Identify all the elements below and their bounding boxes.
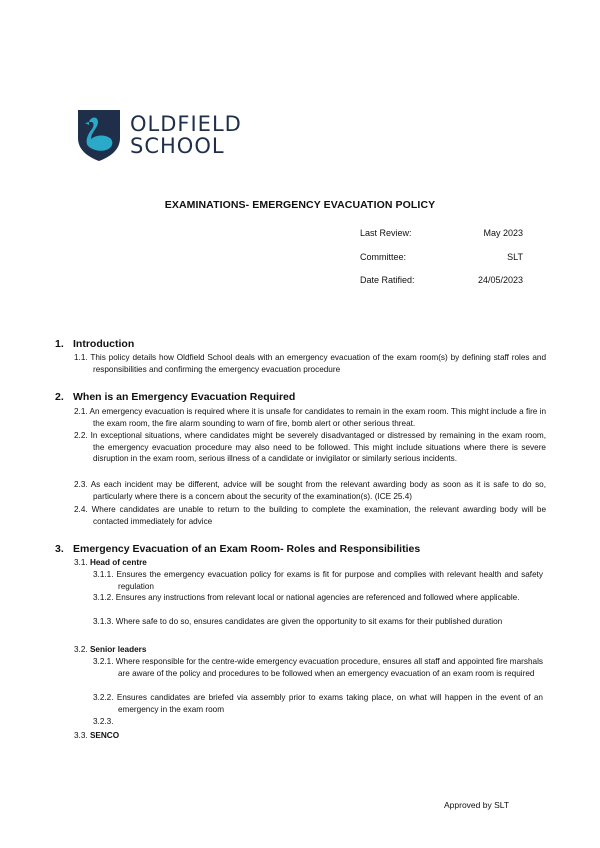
school-name-line1: OLDFIELD: [130, 112, 242, 136]
section-heading-introduction: 1. Introduction: [55, 338, 135, 350]
clause-2-1: 2.1. An emergency evacuation is required where it is unsafe for candidates to remain in the exam room. This might include a fire in the exam room, the fire alarm sounding to warn of fire, bomb alert or other serious threat.: [74, 407, 546, 428]
document-title: EXAMINATIONS- EMERGENCY EVACUATION POLICY: [164, 199, 436, 211]
subsection-senco: 3.3. SENCO: [74, 731, 120, 740]
meta-value: May 2023: [483, 228, 523, 238]
meta-value: 24/05/2023: [477, 275, 523, 285]
clause-2-2: 2.2. In exceptional situations, where candidates might be severely disadvantaged or distressed by remaining in the exam room, the emergency evacuation procedure may also need to be followed. This might include situations where there is severe disruption in the exam room, serious illness of a candidate or invigilator or similarly serious incidents.: [74, 431, 546, 464]
clause-3-2-1: 3.2.1. Where responsible for the centre-wide emergency evacuation procedure, ensures all staff and appointed fire marshals are aware of the policy and procedures to be followed when an emergency evacuation of an exam room is required: [93, 657, 543, 678]
meta-label: Date Ratified:: [360, 275, 415, 285]
swan-shield-icon: [76, 108, 122, 162]
meta-row-date-ratified: [360, 275, 523, 299]
section-heading-roles: 3. Emergency Evacuation of an Exam Room- Roles and Responsibilities: [55, 543, 421, 555]
review-meta-table: [360, 228, 523, 299]
clause-3-2-2: 3.2.2. Ensures candidates are briefed via assembly prior to exams taking place, on what will happen in the event of an emergency in the exam room: [93, 693, 543, 714]
meta-label: Committee:: [360, 251, 407, 262]
clause-3-1-1: 3.1.1. Ensures the emergency evacuation policy for exams is fit for purpose and complies with relevant health and safety regulation: [93, 570, 543, 591]
meta-row-last-review: [360, 228, 523, 252]
subsection-senior-leaders: 3.2. Senior leaders: [74, 645, 147, 654]
meta-row-committee: [360, 252, 523, 276]
clause-1-1: 1.1. This policy details how Oldfield School deals with an emergency evacuation of the exam room(s) by defining staff roles and responsibilities and confirming the emergency evacuation procedure: [74, 353, 546, 374]
school-logo: [76, 108, 242, 162]
section-heading-when-required: 2. When is an Emergency Evacuation Required: [55, 391, 296, 403]
clause-2-4: 2.4. Where candidates are unable to return to the building to complete the examination, the relevant awarding body will be contacted immediately for advice: [74, 505, 546, 526]
school-name-line2: SCHOOL: [130, 134, 225, 158]
approved-by-footer: Approved by SLT: [444, 800, 510, 810]
clause-3-1-2: 3.1.2. Ensures any instructions from relevant local or national agencies are referenced and followed where applicable.: [93, 593, 520, 602]
clause-3-1-3: 3.1.3. Where safe to do so, ensures candidates are given the opportunity to sit exams for their published duration: [93, 617, 503, 626]
subsection-head-of-centre: 3.1. Head of centre: [74, 558, 147, 567]
meta-value: SLT: [507, 251, 523, 262]
meta-label: Last Review:: [360, 228, 412, 238]
clause-2-3: 2.3. As each incident may be different, advice will be sought from the relevant awarding body as soon as it is safe to do so, particularly where there is a concern about the security of the examination(s). (ICE 25.4): [74, 480, 546, 501]
clause-3-2-3: 3.2.3.: [93, 717, 114, 726]
